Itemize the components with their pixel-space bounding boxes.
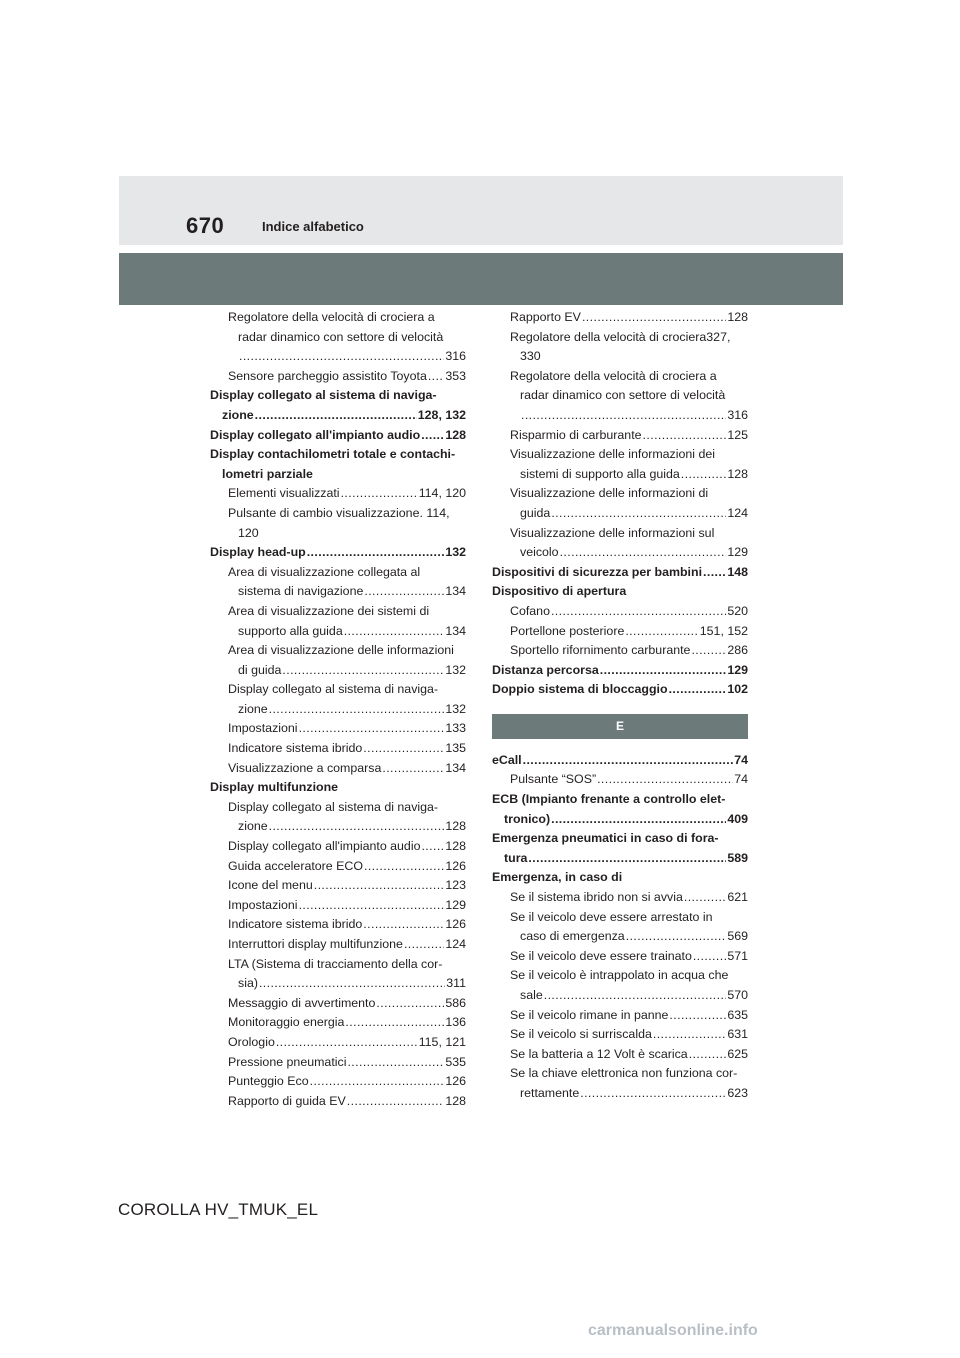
page-number: 670 xyxy=(186,213,225,238)
index-entry xyxy=(510,367,748,387)
dot-leader xyxy=(404,935,444,955)
index-entry-text: Sportello rifornimento carburante xyxy=(510,643,691,658)
dot-leader xyxy=(314,876,445,896)
watermark: carmanualsonline.info xyxy=(588,1322,758,1339)
index-entry-text: Doppio sistema di bloccaggio xyxy=(492,682,668,697)
index-entry xyxy=(228,915,466,935)
index-entry xyxy=(238,700,466,720)
index-entry-page: 316 xyxy=(727,407,748,422)
index-entry-page: 316 xyxy=(445,349,466,364)
index-entry xyxy=(510,445,748,465)
index-entry-text: Se la chiave elettronica non funziona cor- xyxy=(510,1066,738,1081)
index-entry xyxy=(520,465,748,485)
dot-leader xyxy=(689,1045,727,1065)
index-entry xyxy=(228,719,466,739)
index-entry-page: 409 xyxy=(727,811,748,826)
dot-leader xyxy=(625,622,698,642)
dot-leader xyxy=(681,465,727,485)
index-entry xyxy=(510,947,748,967)
index-entry xyxy=(492,868,748,888)
index-entry-page: 125 xyxy=(727,427,748,442)
index-entry-text: zione xyxy=(238,701,268,716)
index-entry-page: 286 xyxy=(727,643,748,658)
dot-leader xyxy=(582,308,726,328)
dot-leader xyxy=(597,770,733,790)
index-entry-text: caso di emergenza xyxy=(520,929,625,944)
index-entry xyxy=(520,986,748,1006)
index-entry xyxy=(238,817,466,837)
index-entry-text: Display multifunzione xyxy=(210,780,339,795)
index-entry xyxy=(510,602,748,622)
dot-leader xyxy=(269,700,445,720)
index-entry-text: Rapporto di guida EV xyxy=(228,1093,346,1108)
index-entry-text: Area di visualizzazione dei sistemi di xyxy=(228,603,430,618)
header-dark-band xyxy=(119,253,843,305)
index-entry xyxy=(228,1033,466,1053)
dot-leader xyxy=(551,504,726,524)
index-entry xyxy=(510,426,748,446)
index-entry-text: tronico) xyxy=(504,811,551,826)
index-entry-text: Visualizzazione delle informazioni dei xyxy=(510,447,716,462)
index-entry-text: Se il veicolo deve essere arrestato in xyxy=(510,909,713,924)
index-entry-page: 635 xyxy=(727,1007,748,1022)
index-entry xyxy=(238,622,466,642)
dot-leader xyxy=(341,484,418,504)
index-entry-text: Emergenza, in caso di xyxy=(492,870,623,885)
index-entry-text: Se il veicolo rimane in panne xyxy=(510,1007,669,1022)
index-entry-page: 129 xyxy=(727,662,748,677)
dot-leader xyxy=(523,751,734,771)
index-entry-text: Visualizzazione delle informazioni di xyxy=(510,486,709,501)
index-entry-text: Emergenza pneumatici in caso di fora- xyxy=(492,831,719,846)
index-entry-text: Display collegato all'impianto audio xyxy=(228,839,421,854)
index-entry-page: 128 xyxy=(445,1093,466,1108)
dot-leader xyxy=(703,563,726,583)
index-entry-page: 124 xyxy=(445,937,466,951)
index-entry-page: 353 xyxy=(445,368,466,383)
index-entry-page: 135 xyxy=(445,741,466,756)
index-entry xyxy=(228,504,466,524)
index-entry-page: 133 xyxy=(445,721,466,736)
dot-leader xyxy=(276,1033,418,1053)
header-divider xyxy=(119,245,843,253)
dot-leader xyxy=(669,680,727,700)
index-entry-text: Dispositivo di apertura xyxy=(492,584,627,599)
index-entry-page: 123 xyxy=(445,878,466,893)
dot-leader xyxy=(255,406,417,426)
dot-leader xyxy=(428,367,444,387)
index-entry-text: Sensore parcheggio assistito Toyota xyxy=(228,368,427,383)
index-entry-text: Monitoraggio energia xyxy=(228,1015,345,1030)
index-entry xyxy=(228,602,466,622)
index-entry xyxy=(520,386,748,406)
index-entry-text: Se il sistema ibrido non si avvia xyxy=(510,890,683,905)
index-entry-page: 124 xyxy=(727,505,748,520)
index-entry xyxy=(228,563,466,583)
dot-leader xyxy=(344,622,445,642)
index-entry-text: sistemi di supporto alla guida xyxy=(520,466,680,481)
index-entry xyxy=(238,347,466,367)
index-entry-text: LTA (Sistema di tracciamento della cor- xyxy=(228,956,443,971)
index-entry xyxy=(210,543,466,563)
index-entry xyxy=(238,524,466,544)
index-entry-text: guida xyxy=(520,505,551,520)
section-letter-bar xyxy=(492,714,748,739)
index-entry xyxy=(492,563,748,583)
index-entry xyxy=(504,810,748,830)
index-entry-text: sia) xyxy=(238,976,258,991)
dot-leader xyxy=(347,1053,444,1073)
index-entry-text: Display collegato al sistema di naviga- xyxy=(228,799,439,814)
index-entry-page: 128, 132 xyxy=(417,407,466,422)
index-entry-text: Area di visualizzazione collegata al xyxy=(228,564,421,579)
index-entry xyxy=(492,790,748,810)
index-entry-text: Guida acceleratore ECO xyxy=(228,858,363,873)
index-entry xyxy=(210,426,466,446)
index-entry xyxy=(492,680,748,700)
dot-leader xyxy=(345,1013,444,1033)
index-entry-page: 129 xyxy=(727,545,748,560)
dot-leader xyxy=(528,849,726,869)
index-entry-page: 520 xyxy=(727,603,748,618)
index-entry xyxy=(238,328,466,348)
dot-leader xyxy=(544,986,727,1006)
index-entry-page: 126 xyxy=(445,858,466,873)
index-entry xyxy=(228,1053,466,1073)
index-entry-text: Regolatore della velocità di crociera327, xyxy=(510,329,731,344)
index-entry-text: Interruttori display multifunzione xyxy=(228,937,403,951)
index-entry xyxy=(510,328,748,348)
index-entry-text: 120 xyxy=(238,525,259,540)
index-entry-text: Distanza percorsa xyxy=(492,662,599,677)
index-entry xyxy=(210,778,466,798)
index-entry-page: 126 xyxy=(445,1074,466,1089)
index-entry xyxy=(228,876,466,896)
index-entry-page: 128 xyxy=(445,427,466,442)
index-entry-text: radar dinamico con settore di velocità xyxy=(238,329,444,344)
index-entry xyxy=(228,641,466,661)
index-entry xyxy=(510,1006,748,1026)
index-entry xyxy=(228,994,466,1014)
index-entry xyxy=(228,798,466,818)
dot-leader xyxy=(364,857,444,877)
section-letter: E xyxy=(615,719,624,734)
index-entry xyxy=(520,543,748,563)
index-entry xyxy=(510,966,748,986)
index-entry-page: 74 xyxy=(734,752,748,767)
index-entry xyxy=(520,406,748,426)
index-entry xyxy=(228,367,466,387)
dot-leader xyxy=(551,810,726,830)
index-entry-page: 132 xyxy=(445,701,466,716)
index-entry xyxy=(228,837,466,857)
index-entry-text: 330 xyxy=(520,349,541,364)
index-entry-text: Cofano xyxy=(510,603,550,618)
index-entry-text: Portellone posteriore xyxy=(510,623,625,638)
dot-leader xyxy=(239,347,444,367)
dot-leader xyxy=(600,661,727,681)
page-title: Indice alfabetico xyxy=(262,219,364,234)
index-entry xyxy=(228,935,466,955)
index-entry-text: Visualizzazione delle informazioni sul xyxy=(510,525,715,540)
index-entry xyxy=(520,504,748,524)
index-entry-page: 311 xyxy=(446,976,466,991)
index-entry-text: Pressione pneumatici xyxy=(228,1054,347,1069)
index-entry-text: Visualizzazione a comparsa xyxy=(228,760,382,775)
index-entry-text: Display contachilometri totale e contachi- xyxy=(210,447,456,462)
dot-leader xyxy=(421,837,444,857)
index-entry-text: Elementi visualizzati xyxy=(228,486,340,501)
dot-leader xyxy=(269,817,445,837)
index-entry xyxy=(520,927,748,947)
index-entry-page: 134 xyxy=(445,623,466,638)
dot-leader xyxy=(669,1006,726,1026)
index-entry xyxy=(222,406,466,426)
index-entry-text: Indicatore sistema ibrido xyxy=(228,917,363,932)
index-entry-text: Impostazioni xyxy=(228,897,298,912)
index-entry xyxy=(504,849,748,869)
index-entry-text: Impostazioni xyxy=(228,721,298,736)
index-entry-page: 570 xyxy=(727,988,748,1002)
index-entry-text: Display collegato al sistema di naviga- xyxy=(210,388,437,403)
header-band xyxy=(119,176,843,245)
index-entry-page: 589 xyxy=(727,850,748,865)
index-entry xyxy=(510,622,748,642)
index-group-d-continued xyxy=(492,308,748,700)
index-entry xyxy=(510,1064,748,1084)
index-entry-text: Pulsante “SOS” xyxy=(510,772,597,787)
index-entry xyxy=(210,386,466,406)
dot-leader xyxy=(299,719,445,739)
index-entry-text: Display head-up xyxy=(210,545,306,560)
index-entry-text: zione xyxy=(238,819,268,834)
index-entry-page: 128 xyxy=(445,839,466,854)
dot-leader xyxy=(653,1025,726,1045)
index-entry xyxy=(228,1013,466,1033)
index-column-right xyxy=(492,308,748,1104)
index-entry-text: ECB (Impianto frenante a controllo elet- xyxy=(492,792,726,807)
index-entry xyxy=(228,857,466,877)
dot-leader xyxy=(310,1072,445,1092)
index-entry-page: 102 xyxy=(727,682,748,697)
index-entry xyxy=(228,484,466,504)
index-entry xyxy=(238,582,466,602)
index-entry-page: 132 xyxy=(445,545,466,560)
index-entry-text: Messaggio di avvertimento xyxy=(228,995,376,1010)
index-entry xyxy=(228,955,466,975)
index-entry-text: tura xyxy=(504,850,528,865)
index-entry-page: 571 xyxy=(727,948,748,963)
index-entry-text: veicolo xyxy=(520,545,559,560)
index-entry-text: Indicatore sistema ibrido xyxy=(228,741,363,756)
index-entry xyxy=(520,347,748,367)
index-entry xyxy=(228,1072,466,1092)
dot-leader xyxy=(521,406,726,426)
dot-leader xyxy=(347,1092,445,1112)
index-entry-page: 114, 120 xyxy=(418,486,466,501)
index-entry-page: 136 xyxy=(445,1015,466,1030)
index-entry xyxy=(510,484,748,504)
index-entry-text: Dispositivi di sicurezza per bambini xyxy=(492,564,703,579)
index-entry xyxy=(510,770,748,790)
dot-leader xyxy=(643,426,727,446)
index-entry-page: 586 xyxy=(445,995,466,1010)
index-entry-text: Display collegato all'impianto audio xyxy=(210,427,421,442)
index-group-e xyxy=(492,751,748,1104)
index-entry-text: zione xyxy=(222,407,254,422)
index-entry-text: eCall xyxy=(492,752,522,767)
index-entry xyxy=(510,908,748,928)
index-column-left xyxy=(210,308,466,1111)
index-entry-page: 621 xyxy=(727,890,748,905)
index-entry-text: rettamente xyxy=(520,1085,580,1100)
index-entry-page: 128 xyxy=(727,466,748,481)
index-entry xyxy=(228,680,466,700)
index-entry xyxy=(210,445,466,465)
dot-leader xyxy=(684,888,726,908)
dot-leader xyxy=(376,994,444,1014)
dot-leader xyxy=(580,1084,726,1104)
index-entry-page: 128 xyxy=(727,310,748,324)
dot-leader xyxy=(382,759,444,779)
index-entry-page: 129 xyxy=(445,897,466,912)
dot-leader xyxy=(551,602,726,622)
dot-leader xyxy=(693,947,726,967)
index-entry-text: di guida xyxy=(238,662,282,677)
index-entry-page: 625 xyxy=(727,1046,748,1061)
dot-leader xyxy=(259,974,445,994)
index-entry xyxy=(510,641,748,661)
index-entry-text: Orologio xyxy=(228,1034,275,1049)
index-entry-text: lometri parziale xyxy=(222,466,313,481)
dot-leader xyxy=(560,543,727,563)
index-entry-page: 115, 121 xyxy=(418,1034,466,1049)
index-entry-page: 74 xyxy=(734,772,748,787)
index-entry-text: sale xyxy=(520,988,543,1002)
index-entry-text: radar dinamico con settore di velocità xyxy=(520,388,726,403)
dot-leader xyxy=(363,915,444,935)
index-entry xyxy=(510,308,748,328)
index-entry-text: Se il veicolo è intrappolato in acqua che xyxy=(510,968,729,983)
index-entry xyxy=(510,1025,748,1045)
index-entry-page: 126 xyxy=(445,917,466,932)
index-entry xyxy=(520,1084,748,1104)
index-entry-page: 535 xyxy=(445,1054,466,1069)
index-entry-text: Regolatore della velocità di crociera a xyxy=(228,310,435,324)
index-entry xyxy=(510,524,748,544)
index-entry xyxy=(238,974,466,994)
index-entry xyxy=(222,465,466,485)
index-entry xyxy=(492,661,748,681)
index-entry-text: Se il veicolo deve essere trainato xyxy=(510,948,692,963)
index-entry-text: supporto alla guida xyxy=(238,623,343,638)
index-entry-text: Display collegato al sistema di naviga- xyxy=(228,682,439,697)
index-entry-text: Rapporto EV xyxy=(510,310,581,324)
index-entry xyxy=(228,308,466,328)
index-entry xyxy=(228,739,466,759)
footer-model-code: COROLLA HV_TMUK_EL xyxy=(118,1200,319,1219)
index-entry-text: Icone del menu xyxy=(228,878,313,893)
index-entry-text: Area di visualizzazione delle informazioni xyxy=(228,643,454,658)
index-entry xyxy=(228,1092,466,1112)
index-entry-page: 151, 152 xyxy=(699,623,748,638)
index-entry-text: Pulsante di cambio visualizzazione. 114, xyxy=(228,505,450,520)
index-entry-page: 132 xyxy=(445,662,466,677)
index-entry-page: 148 xyxy=(727,564,748,579)
dot-leader xyxy=(691,641,726,661)
index-entry xyxy=(228,896,466,916)
index-entry xyxy=(492,751,748,771)
dot-leader xyxy=(307,543,445,563)
index-entry-page: 134 xyxy=(445,760,466,775)
dot-leader xyxy=(421,426,444,446)
index-entry-page: 631 xyxy=(727,1027,748,1042)
index-entry xyxy=(238,661,466,681)
dot-leader xyxy=(282,661,444,681)
dot-leader xyxy=(299,896,445,916)
index-entry-text: sistema di navigazione xyxy=(238,584,364,599)
index-entry-text: Se la batteria a 12 Volt è scarica xyxy=(510,1046,688,1061)
index-entry-page: 623 xyxy=(727,1085,748,1100)
index-entry-page: 134 xyxy=(445,584,466,599)
index-entry-text: Risparmio di carburante xyxy=(510,427,642,442)
index-entry xyxy=(510,1045,748,1065)
index-entry-page: 128 xyxy=(445,819,466,834)
index-entry-text: Regolatore della velocità di crociera a xyxy=(510,368,717,383)
index-entry-page: 569 xyxy=(727,929,748,944)
dot-leader xyxy=(363,739,444,759)
index-entry-text: Se il veicolo si surriscalda xyxy=(510,1027,652,1042)
dot-leader xyxy=(364,582,444,602)
index-entry xyxy=(492,582,748,602)
index-entry xyxy=(492,829,748,849)
index-entry xyxy=(228,759,466,779)
index-entry xyxy=(510,888,748,908)
index-entry-text: Punteggio Eco xyxy=(228,1074,309,1089)
dot-leader xyxy=(626,927,727,947)
